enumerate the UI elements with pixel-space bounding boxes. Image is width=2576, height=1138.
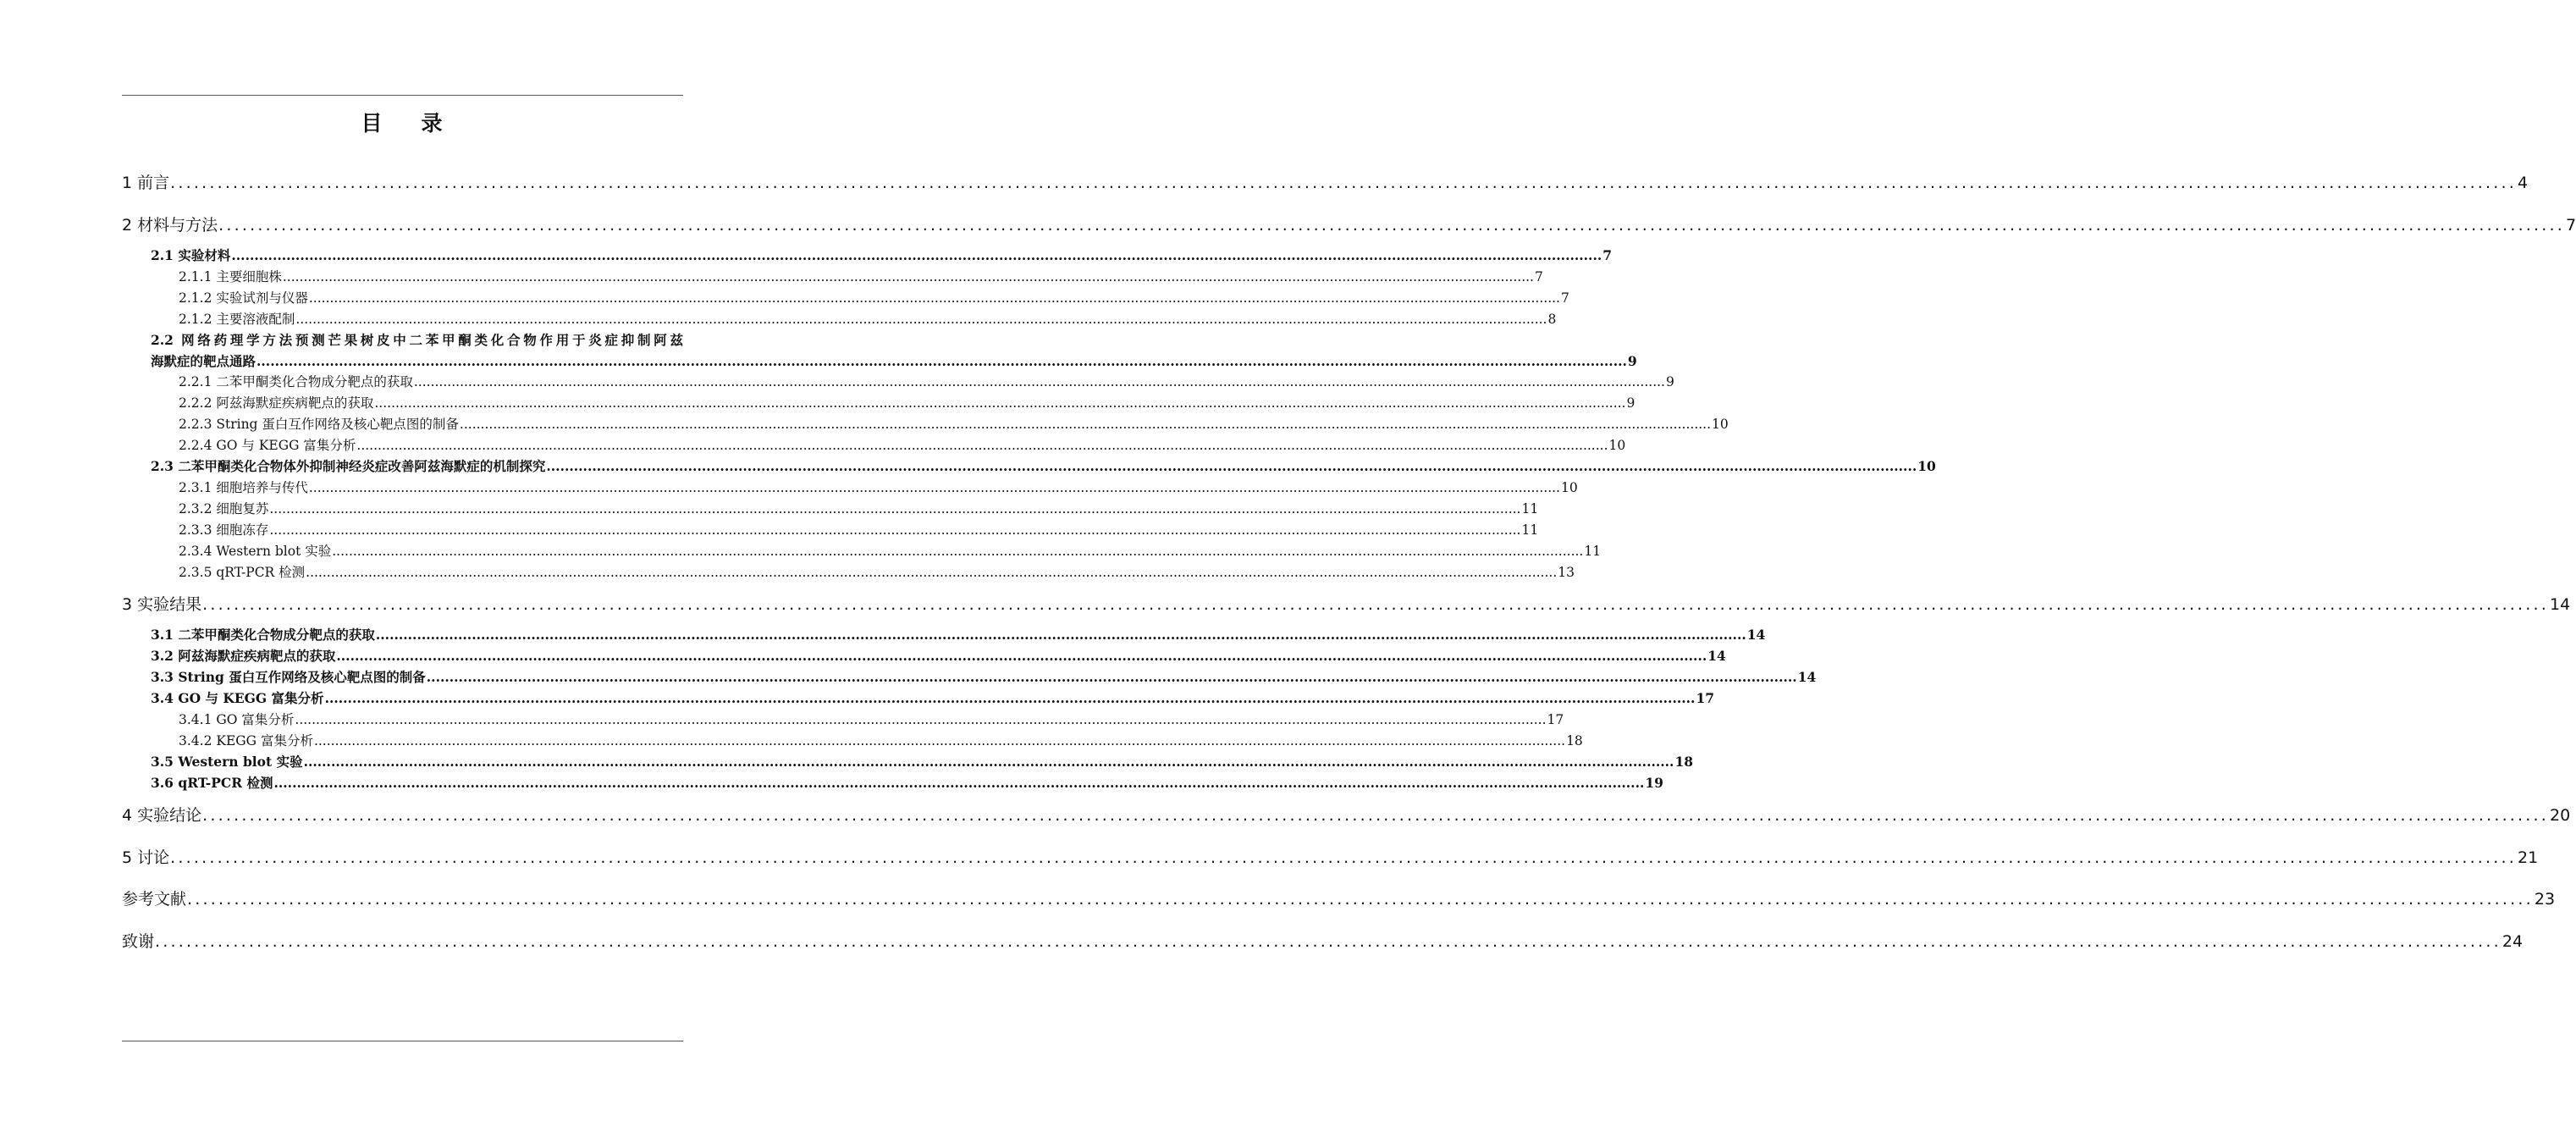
leader-dots: ............................................................................................................................................................................................................................................................................................................ <box>218 216 2566 235</box>
leader-dots: ............................................................................................................................................................................................................................................................................................................ <box>155 932 2502 951</box>
toc-entry-3-5[interactable]: 3.5 Western blot 实验 ............................................................................................................................................................................................................................................................................................................ 18 <box>151 754 1694 770</box>
leader-dots: ............................................................................................................................................................................................................................................................................................................ <box>231 247 1602 263</box>
leader-dots: ............................................................................................................................................................................................................................................................................................................ <box>308 290 1560 306</box>
leader-dots: ............................................................................................................................................................................................................................................................................................................ <box>356 438 1608 453</box>
leader-dots: ............................................................................................................................................................................................................................................................................................................ <box>170 848 2518 867</box>
toc-entry-2-1[interactable]: 2.1 实验材料 ............................................................................................................................................................................................................................................................................................................ 7 <box>151 247 1613 263</box>
leader-dots: ............................................................................................................................................................................................................................................................................................................ <box>375 627 1746 643</box>
toc-entry-acknowledgements[interactable]: 致谢 ............................................................................................................................................................................................................................................................................................................ 24 <box>122 932 2524 951</box>
leader-dots: ............................................................................................................................................................................................................................................................................................................ <box>282 269 1534 284</box>
leader-dots: ............................................................................................................................................................................................................................................................................................................ <box>269 501 1521 517</box>
toc-entry-3-4[interactable]: 3.4 GO 与 KEGG 富集分析 ............................................................................................................................................................................................................................................................................................................ 17 <box>151 690 1715 706</box>
leader-dots: ............................................................................................................................................................................................................................................................................................................ <box>546 458 1917 474</box>
toc-entry-2-3-5[interactable]: 2.3.5 qRT-PCR 检测 ............................................................................................................................................................................................................................................................................................................ 13 <box>179 565 1575 580</box>
leader-dots: ............................................................................................................................................................................................................................................................................................................ <box>459 417 1712 432</box>
toc-entry-2-2-3[interactable]: 2.2.3 String 蛋白互作网络及核心靶点图的制备 ............................................................................................................................................................................................................................................................................................................ 10 <box>179 417 1729 432</box>
toc-entry-2-2[interactable]: 海默症的靶点通路 ............................................................................................................................................................................................................................................................................................................ 9 <box>151 353 1637 369</box>
leader-dots: ............................................................................................................................................................................................................................................................................................................ <box>336 648 1707 664</box>
leader-dots: ............................................................................................................................................................................................................................................................................................................ <box>324 690 1696 706</box>
leader-dots: ............................................................................................................................................................................................................................................................................................................ <box>426 669 1797 685</box>
toc-entry-2[interactable]: 2 材料与方法 ............................................................................................................................................................................................................................................................................................................ 7 <box>122 216 2576 235</box>
toc-entry-2-2-2[interactable]: 2.2.2 阿兹海默症疾病靶点的获取 ............................................................................................................................................................................................................................................................................................................ 9 <box>179 395 1636 411</box>
toc-entry-2-2-line1[interactable]: 2.2 网络药理学方法预测芒果树皮中二苯甲酮类化合物作用于炎症抑制阿兹 <box>151 332 683 348</box>
leader-dots: ............................................................................................................................................................................................................................................................................................................ <box>306 565 1558 580</box>
toc-entry-2-1-2a[interactable]: 2.1.2 实验试剂与仪器 ............................................................................................................................................................................................................................................................................................................ 7 <box>179 290 1569 306</box>
toc-entry-2-1-1[interactable]: 2.1.1 主要细胞株 ............................................................................................................................................................................................................................................................................................................ 7 <box>179 269 1543 284</box>
toc-entry-3-3[interactable]: 3.3 String 蛋白互作网络及核心靶点图的制备 ............................................................................................................................................................................................................................................................................................................ 14 <box>151 669 1817 685</box>
toc-entry-3-4-1[interactable]: 3.4.1 GO 富集分析 ............................................................................................................................................................................................................................................................................................................ 17 <box>179 712 1564 727</box>
leader-dots: ............................................................................................................................................................................................................................................................................................................ <box>303 754 1674 770</box>
toc-entry-2-3-1[interactable]: 2.3.1 细胞培养与传代 ............................................................................................................................................................................................................................................................................................................ 10 <box>179 480 1578 495</box>
toc-entry-1[interactable]: 1 前言 ............................................................................................................................................................................................................................................................................................................ 4 <box>122 174 2529 192</box>
toc-entry-2-1-2b[interactable]: 2.1.2 主要溶液配制 ............................................................................................................................................................................................................................................................................................................ 8 <box>179 312 1557 327</box>
leader-dots: ............................................................................................................................................................................................................................................................................................................ <box>313 733 1566 749</box>
toc-entry-3-6[interactable]: 3.6 qRT-PCR 检测 ............................................................................................................................................................................................................................................................................................................ 19 <box>151 775 1663 791</box>
toc-entry-2-2-4[interactable]: 2.2.4 GO 与 KEGG 富集分析 ............................................................................................................................................................................................................................................................................................................ 10 <box>179 438 1626 453</box>
leader-dots: ............................................................................................................................................................................................................................................................................................................ <box>202 595 2550 614</box>
toc-entry-5[interactable]: 5 讨论 ............................................................................................................................................................................................................................................................................................................ 21 <box>122 848 2539 867</box>
toc-title: 目 录 <box>361 111 444 135</box>
toc-entry-3-2[interactable]: 3.2 阿兹海默症疾病靶点的获取 ............................................................................................................................................................................................................................................................................................................ 14 <box>151 648 1726 664</box>
toc-entry-2-3-3[interactable]: 2.3.3 细胞冻存 ............................................................................................................................................................................................................................................................................................................ 11 <box>179 522 1539 538</box>
toc-entry-4[interactable]: 4 实验结论 ............................................................................................................................................................................................................................................................................................................ 20 <box>122 806 2571 825</box>
toc-entry-2-3-4[interactable]: 2.3.4 Western blot 实验 ............................................................................................................................................................................................................................................................................................................ 11 <box>179 544 1602 559</box>
toc-entry-3-1[interactable]: 3.1 二苯甲酮类化合物成分靶点的获取 ............................................................................................................................................................................................................................................................................................................ 14 <box>151 627 1766 643</box>
leader-dots: ............................................................................................................................................................................................................................................................................................................ <box>256 353 1627 369</box>
toc-entry-references[interactable]: 参考文献 ............................................................................................................................................................................................................................................................................................................ 23 <box>122 890 2556 909</box>
toc-entry-2-3[interactable]: 2.3 二苯甲酮类化合物体外抑制神经炎症改善阿兹海默症的机制探究 ............................................................................................................................................................................................................................................................................................................ 10 <box>151 458 1936 474</box>
leader-dots: ............................................................................................................................................................................................................................................................................................................ <box>295 712 1547 727</box>
leader-dots: ............................................................................................................................................................................................................................................................................................................ <box>308 480 1560 495</box>
toc-entry-2-3-2[interactable]: 2.3.2 细胞复苏 ............................................................................................................................................................................................................................................................................................................ 11 <box>179 501 1539 517</box>
toc-entry-2-2-1[interactable]: 2.2.1 二苯甲酮类化合物成分靶点的获取 ............................................................................................................................................................................................................................................................................................................ 9 <box>179 374 1674 389</box>
leader-dots: ............................................................................................................................................................................................................................................................................................................ <box>273 775 1645 791</box>
toc-entry-3[interactable]: 3 实验结果 ............................................................................................................................................................................................................................................................................................................ 14 <box>122 595 2571 614</box>
leader-dots: ............................................................................................................................................................................................................................................................................................................ <box>413 374 1665 389</box>
leader-dots: ............................................................................................................................................................................................................................................................................................................ <box>374 395 1626 411</box>
leader-dots: ............................................................................................................................................................................................................................................................................................................ <box>202 806 2550 825</box>
leader-dots: ............................................................................................................................................................................................................................................................................................................ <box>295 312 1547 327</box>
leader-dots: ............................................................................................................................................................................................................................................................................................................ <box>332 544 1584 559</box>
toc-entry-3-4-2[interactable]: 3.4.2 KEGG 富集分析 ............................................................................................................................................................................................................................................................................................................ 18 <box>179 733 1583 749</box>
leader-dots: ............................................................................................................................................................................................................................................................................................................ <box>170 174 2518 192</box>
leader-dots: ............................................................................................................................................................................................................................................................................................................ <box>269 522 1521 538</box>
leader-dots: ............................................................................................................................................................................................................................................................................................................ <box>187 890 2534 909</box>
